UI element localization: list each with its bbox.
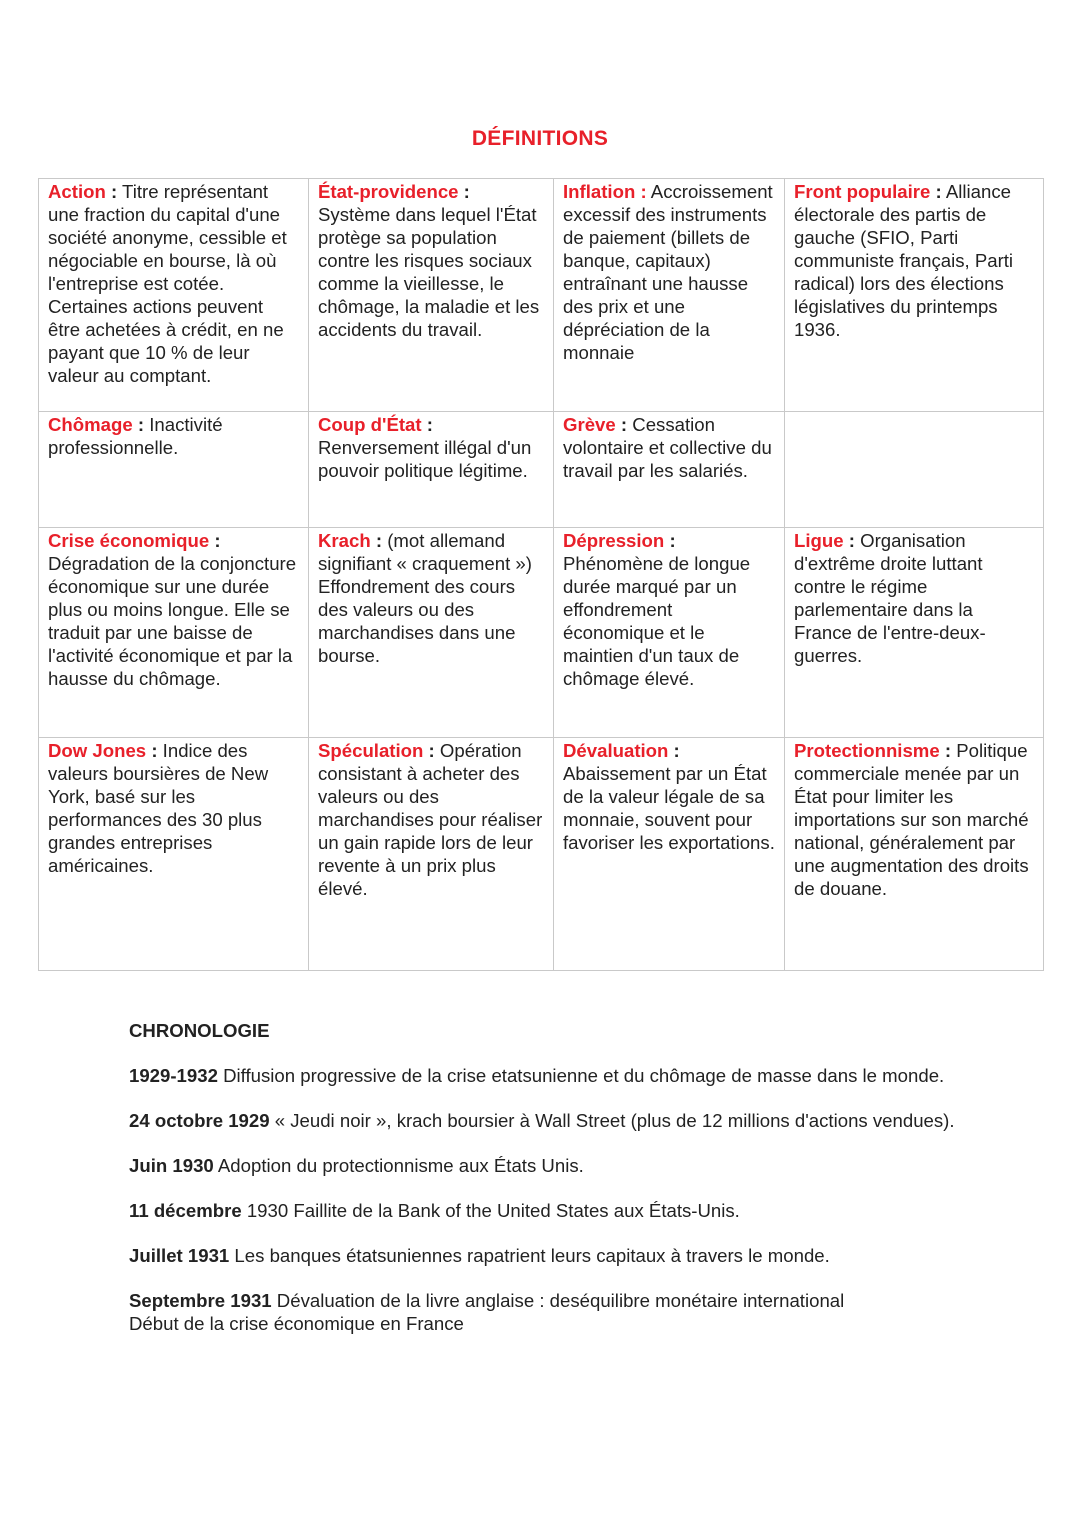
term-front-populaire: Front populaire — [794, 181, 931, 202]
definition-cell-action — [39, 179, 309, 412]
chronology-date: 11 décembre — [129, 1200, 242, 1221]
definition-text-etat-providence: Système dans lequel l'État protège sa population contre les risques sociaux comme la vieillesse, le chômage, la maladie et les accidents du travail. — [318, 204, 540, 340]
chronology-date: Juin 1930 — [129, 1155, 214, 1176]
definition-text-inflation: Accroissement excessif des instruments de paiement (billets de banque, capitaux) entraînant une hausse des prix et une dépréciation de la monnaie — [563, 181, 773, 363]
term-colon: : — [132, 414, 145, 435]
definition-text-coup-detat: Renversement illégal d'un pouvoir politique légitime. — [318, 437, 532, 481]
term-colon: : — [930, 181, 942, 202]
definition-cell-front-populaire — [785, 179, 1044, 412]
table-row — [39, 738, 1044, 971]
definition-cell-ligue — [785, 528, 1044, 738]
term-krach: Krach — [318, 530, 371, 551]
term-colon: : — [146, 740, 158, 761]
definition-cell-protectionnisme — [785, 738, 1044, 971]
definition-cell-coup-detat — [309, 412, 554, 528]
term-ligue: Ligue — [794, 530, 844, 551]
definition-cell-devaluation — [554, 738, 785, 971]
term-colon: : — [668, 740, 680, 761]
table-row — [39, 412, 1044, 528]
definition-text-front-populaire: Alliance électorale des partis de gauche (SFIO, Parti communiste français, Parti radical) lors des élections législatives du printemps 1936. — [794, 181, 1014, 340]
chronology-date: Juillet 1931 — [129, 1245, 230, 1266]
chronology-entry — [129, 1244, 959, 1267]
definition-text-greve: Cessation volontaire et collective du travail par les salariés. — [563, 414, 772, 481]
term-colon: : — [664, 530, 676, 551]
chronology-date: 24 octobre 1929 — [129, 1110, 270, 1131]
chronology-entry — [129, 1199, 959, 1222]
chronology-text-line2: Début de la crise économique en France — [129, 1313, 464, 1334]
chronology-text: Dévaluation de la livre anglaise : deséquilibre monétaire international — [271, 1290, 845, 1311]
term-dow-jones: Dow Jones — [48, 740, 147, 761]
definition-cell-depression — [554, 528, 785, 738]
definition-cell-dow-jones — [39, 738, 309, 971]
term-colon: : — [370, 530, 383, 551]
term-colon: : — [615, 414, 628, 435]
term-speculation: Spéculation — [318, 740, 424, 761]
definition-text-speculation: Opération consistant à acheter des valeurs ou des marchandises pour réaliser un gain rapide lors de leur revente à un prix plus élevé. — [318, 740, 543, 899]
chronology-entry — [129, 1064, 959, 1087]
chronology-entry — [129, 1289, 959, 1335]
definition-text-action: Titre représentant une fraction du capital d'une société anonyme, cessible et négociable en bourse, là où l'entreprise est cotée. Certaines actions peuvent être achetées à crédit, en ne payant que 10 % de leur valeur au comptant. — [48, 181, 287, 386]
definition-cell-speculation — [309, 738, 554, 971]
chronology-text: Adoption du protectionnisme aux États Unis. — [213, 1155, 584, 1176]
term-chomage: Chômage — [48, 414, 133, 435]
chronology-entry — [129, 1109, 959, 1132]
table-row — [39, 528, 1044, 738]
term-action: Action — [48, 181, 106, 202]
term-devaluation: Dévaluation — [563, 740, 669, 761]
term-depression: Dépression — [563, 530, 665, 551]
term-colon: : — [105, 181, 118, 202]
chronology-date: Septembre 1931 — [129, 1290, 272, 1311]
term-protectionnisme: Protectionnisme — [794, 740, 940, 761]
definition-cell-krach — [309, 528, 554, 738]
definition-cell-etat-providence — [309, 179, 554, 412]
definition-text-protectionnisme: Politique commerciale menée par un État pour limiter les importations sur son marché national, généralement par une augmentation des droits de douane. — [794, 740, 1029, 899]
definition-text-devaluation: Abaissement par un État de la valeur légale de sa monnaie, souvent pour favoriser les exportations. — [563, 763, 775, 853]
definition-cell-empty — [785, 412, 1044, 528]
definition-text-krach: (mot allemand signifiant « craquement ») Effondrement des cours des valeurs ou des marchandises dans une bourse. — [318, 530, 532, 666]
definition-text-chomage: Inactivité professionnelle. — [48, 414, 223, 458]
table-row — [39, 179, 1044, 412]
definitions-table — [38, 178, 1044, 971]
term-colon: : — [209, 530, 221, 551]
chronology-entry — [129, 1154, 959, 1177]
term-colon: : — [421, 414, 433, 435]
definition-cell-chomage — [39, 412, 309, 528]
chronology-title: CHRONOLOGIE — [129, 1020, 270, 1041]
chronology-section — [129, 1019, 959, 1357]
term-colon: : — [458, 181, 470, 202]
definition-text-ligue: Organisation d'extrême droite luttant contre le régime parlementaire dans la France de l'entre-deux-guerres. — [794, 530, 986, 666]
definition-cell-greve — [554, 412, 785, 528]
term-colon: : — [843, 530, 855, 551]
definition-cell-inflation — [554, 179, 785, 412]
chronology-text: « Jeudi noir », krach boursier à Wall Street (plus de 12 millions d'actions vendues). — [269, 1110, 955, 1131]
chronology-text: 1930 Faillite de la Bank of the United States aux États-Unis. — [241, 1200, 740, 1221]
definition-cell-crise-economique — [39, 528, 309, 738]
term-etat-providence: État-providence — [318, 181, 459, 202]
chronology-date: 1929-1932 — [129, 1065, 218, 1086]
chronology-text: Diffusion progressive de la crise etatsunienne et du chômage de masse dans le monde. — [217, 1065, 945, 1086]
term-colon: : — [939, 740, 952, 761]
term-greve: Grève — [563, 414, 616, 435]
chronology-text: Les banques étatsuniennes rapatrient leurs capitaux à travers le monde. — [229, 1245, 830, 1266]
definition-text-depression: Phénomène de longue durée marqué par un effondrement économique et le maintien d'un taux de chômage élevé. — [563, 553, 751, 689]
definition-text-crise-economique: Dégradation de la conjoncture économique sur une durée plus ou moins longue. Elle se traduit par une baisse de l'activité économique et par la hausse du chômage. — [48, 553, 297, 689]
term-colon: : — [423, 740, 435, 761]
term-coup-detat: Coup d'État — [318, 414, 422, 435]
page-title: DÉFINITIONS — [471, 127, 609, 150]
term-inflation: Inflation : — [563, 181, 647, 202]
definition-text-dow-jones: Indice des valeurs boursières de New York, basé sur les performances des 30 plus grandes entreprises américaines. — [48, 740, 269, 876]
term-crise-economique: Crise économique — [48, 530, 210, 551]
